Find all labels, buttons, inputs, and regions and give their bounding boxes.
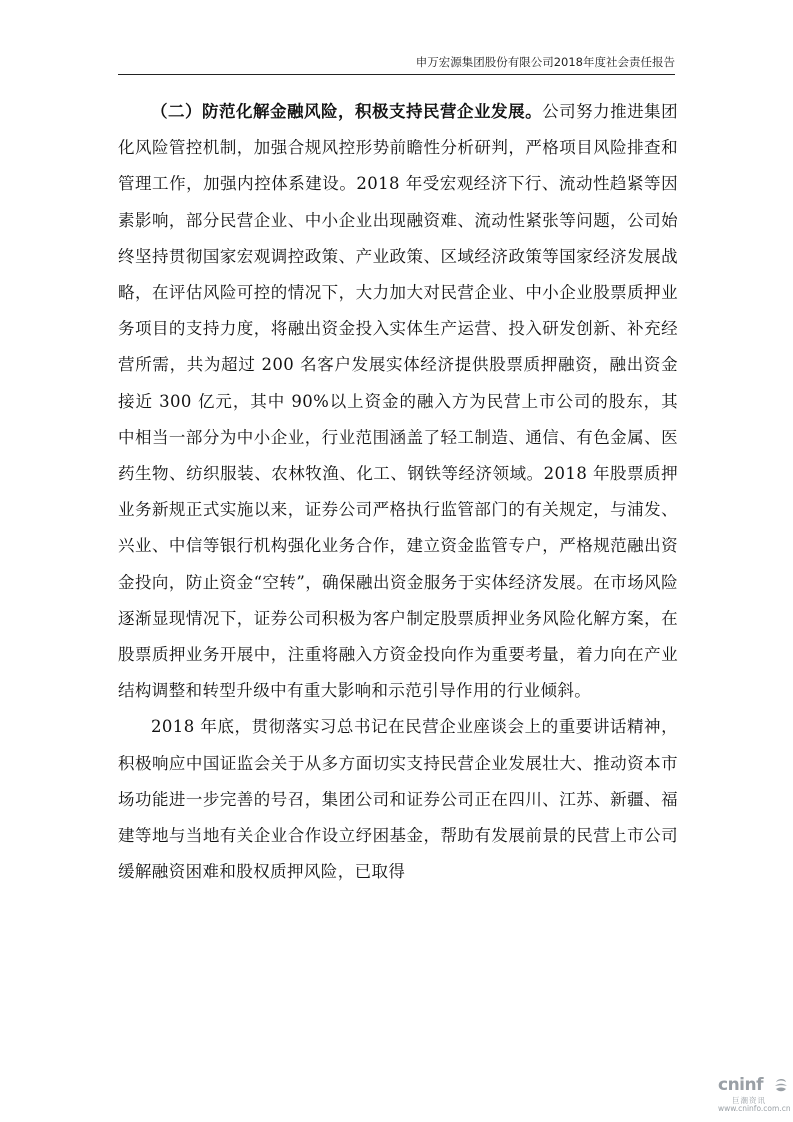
page-header: [118, 52, 675, 75]
report-title: 申万宏源集团股份有限公司2018年度社会责任报告: [415, 55, 675, 69]
paragraph-text: 2018 年底，贯彻落实习总书记在民营企业座谈会上的重要讲话精神，积极响应中国证监会关于从多方面切实支持民营企业发展壮大、推动资本市场功能进一步完善的号召，集团公司和证券公司正在四川、江苏、新疆、福建等地与当地有关企业合作设立纾困基金，帮助有发展前景的民营上市公司缓解融资困难和股权质押风险，已取得: [118, 717, 678, 882]
paragraph-text: 公司努力推进集团化风险管控机制，加强合规风控形势前瞻性分析研判，严格项目风险排查和管理工作，加强内控体系建设。2018 年受宏观经济下行、流动性趋紧等因素影响，部分民营企业、中小企业出现融资难、流动性紧张等问题，公司始终坚持贯彻国家宏观调控政策、产业政策、区域经济政策等国家经济发展战略，在评估风险可控的情况下，大力加大对民营企业、中小企业股票质押业务项目的支持力度，将融出资金投入实体生产运营、投入研发创新、补充经营所需，共为超过 200 名客户发展实体经济提供股票质押融资，融出资金接近 300 亿元，其中 90%以上资金的融入方为民营上市公司的股东，其中相当一部分为中小企业，行业范围涵盖了轻工制造、通信、有色金属、医药生物、纺织服装、农林牧渔、化工、钢铁等经济领域。2018 年股票质押业务新规正式实施以来，证券公司严格执行监管部门的有关规定，与浦发、兴业、中信等银行机构强化业务合作，建立资金监管专户，严格规范融出资金投向，防止资金“空转”，确保融出资金服务于实体经济发展。在市场风险逐渐显现情况下，证券公司积极为客户制定股票质押业务风险化解方案，在股票质押业务开展中，注重将融入方资金投向作为重要考量，着力向在产业结构调整和转型升级中有重大影响和示范引导作用的行业倾斜。: [118, 102, 679, 701]
watermark-logo-text: cninf: [718, 1075, 764, 1095]
watermark-cn-text: 巨潮资讯: [732, 1096, 766, 1105]
paragraph-heading: （二）防范化解金融风险，积极支持民营企业发展。: [151, 102, 543, 121]
document-body: [118, 94, 678, 890]
paragraph-risk-prevention: [118, 94, 678, 709]
paragraph-relief-fund: [118, 709, 678, 890]
cninf-swirl-icon: [773, 1077, 789, 1093]
watermark-url: www.cninfo.com.cn: [718, 1104, 791, 1113]
cninfo-watermark: [718, 1076, 790, 1116]
